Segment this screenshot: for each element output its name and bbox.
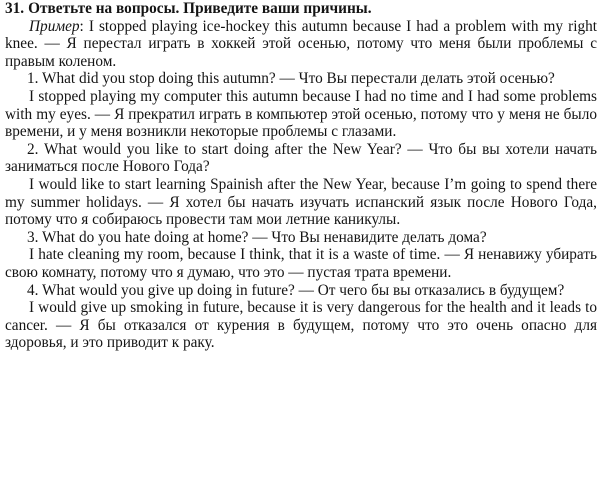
- question-2: 2. What would you like to start doing after the New Year? — Что бы вы хотели начать заниматься после Нового Года?: [5, 140, 597, 176]
- answer-3: I hate cleaning my room, because I think, that it is a waste of time. — Я ненавижу убирать свою комнату, потому что я думаю, что это — пустая трата времени.: [5, 246, 597, 281]
- answer-1: I stopped playing my computer this autumn because I had no time and I had some problems with my eyes. — Я прекратил играть в компьютер этой осенью, потому что у меня не было времени, и у меня возникли некоторые проблемы с глазами.: [5, 87, 597, 141]
- question-3: 3. What do you hate doing at home? — Что Вы ненавидите делать дома?: [27, 228, 487, 246]
- answer-2: I would like to start learning Spainish after the New Year, because I’m going to spend there my summer holidays. — Я хотел бы начать изучать испанский язык после Нового Года, потому что я собираюсь провести там мои летние каникулы.: [5, 175, 597, 229]
- example-text: : I stopped playing ice-hockey this autumn because I had a problem with my right knee. — Я перестал играть в хоккей этой осенью, потому что меня были проблемы с правым коленом.: [5, 17, 597, 70]
- example-paragraph: [5, 18, 597, 71]
- question-4: 4. What would you give up doing in future? — От чего бы вы отказались в будущем?: [27, 281, 565, 299]
- answer-4: I would give up smoking in future, because it is very dangerous for the health and it leads to cancer. — Я бы отказался от курения в будущем, потому что это очень опасно для здоровья, и это приводит к раку.: [5, 299, 597, 352]
- exercise-instruction: Ответьте на вопросы. Приведите ваши причины.: [28, 0, 372, 17]
- exercise-heading: [5, 0, 597, 18]
- exercise-number: 31.: [5, 0, 25, 17]
- example-label: Пример: [29, 17, 80, 35]
- question-1: 1. What did you stop doing this autumn? — Что Вы перестали делать этой осенью?: [27, 70, 555, 88]
